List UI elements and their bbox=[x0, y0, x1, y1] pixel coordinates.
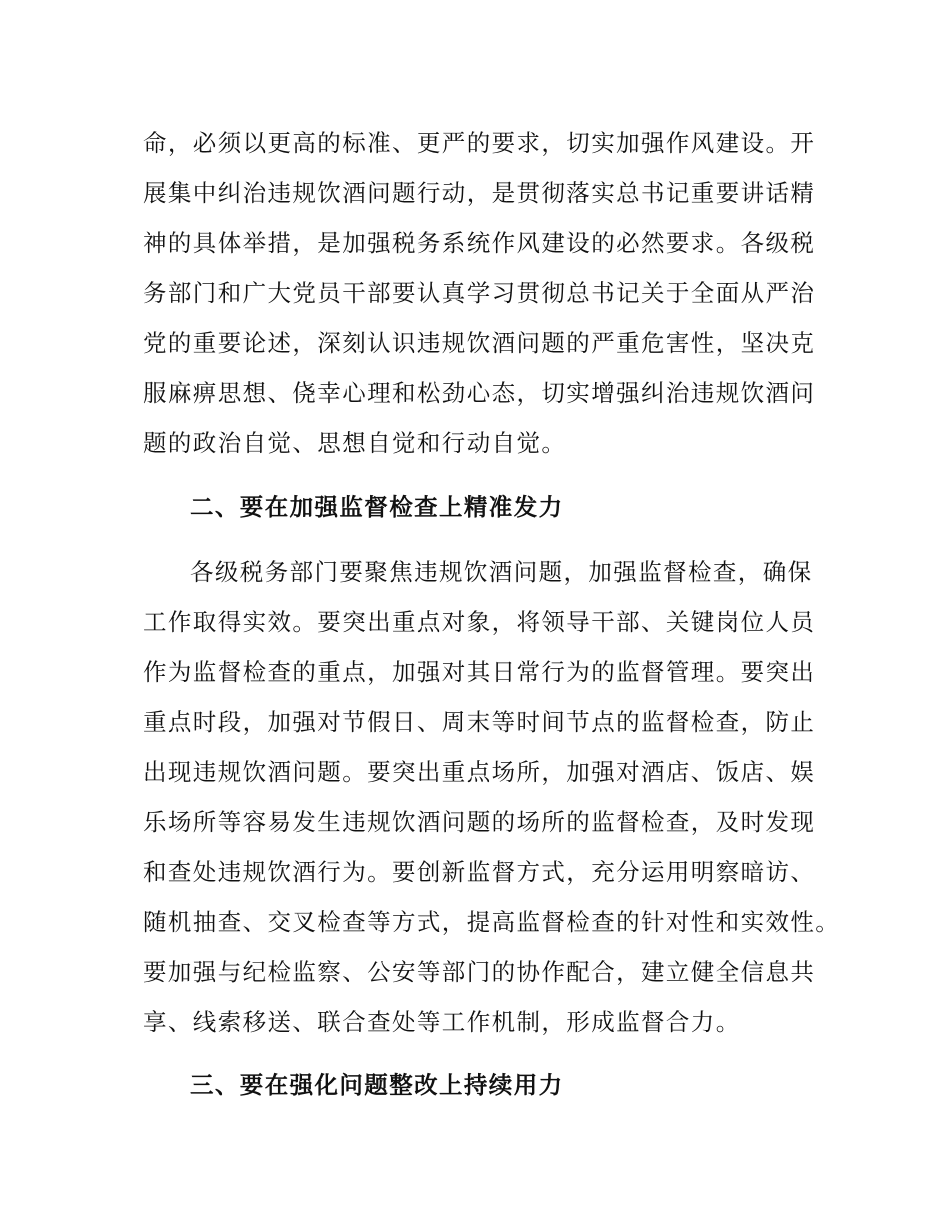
paragraph-line: 各级税务部门要聚焦违规饮酒问题，加强监督检查，确保 bbox=[190, 558, 813, 586]
paragraph-line: 乐场所等容易发生违规饮酒问题的场所的监督检查，及时发现 bbox=[143, 808, 816, 836]
paragraph-line: 工作取得实效。要突出重点对象，将领导干部、关键岗位人员 bbox=[143, 608, 816, 636]
paragraph-line: 命，必须以更高的标准、更严的要求，切实加强作风建设。开 bbox=[143, 129, 816, 157]
paragraph-line: 和查处违规饮酒行为。要创新监督方式，充分运用明察暗访、 bbox=[143, 858, 816, 886]
paragraph-line: 重点时段，加强对节假日、周末等时间节点的监督检查，防止 bbox=[143, 708, 816, 736]
paragraph-line: 要加强与纪检监察、公安等部门的协作配合，建立健全信息共 bbox=[143, 958, 816, 986]
paragraph-line: 服麻痹思想、侥幸心理和松劲心态，切实增强纠治违规饮酒问 bbox=[143, 379, 816, 407]
paragraph-line: 展集中纠治违规饮酒问题行动，是贯彻落实总书记重要讲话精 bbox=[143, 179, 816, 207]
paragraph-line: 神的具体举措，是加强税务系统作风建设的必然要求。各级税 bbox=[143, 229, 816, 257]
paragraph-line: 出现违规饮酒问题。要突出重点场所，加强对酒店、饭店、娱 bbox=[143, 758, 816, 786]
paragraph-line: 务部门和广大党员干部要认真学习贯彻总书记关于全面从严治 bbox=[143, 279, 816, 307]
paragraph-line: 作为监督检查的重点，加强对其日常行为的监督管理。要突出 bbox=[143, 658, 816, 686]
paragraph-line: 享、线索移送、联合查处等工作机制，形成监督合力。 bbox=[143, 1008, 741, 1036]
paragraph-line: 党的重要论述，深刻认识违规饮酒问题的严重危害性，坚决克 bbox=[143, 329, 816, 357]
section-heading-2: 二、要在加强监督检查上精准发力 bbox=[190, 493, 564, 521]
section-heading-3: 三、要在强化问题整改上持续用力 bbox=[190, 1071, 564, 1099]
paragraph-line: 随机抽查、交叉检查等方式，提高监督检查的针对性和实效性。 bbox=[143, 908, 841, 936]
paragraph-line: 题的政治自觉、思想自觉和行动自觉。 bbox=[143, 429, 567, 457]
